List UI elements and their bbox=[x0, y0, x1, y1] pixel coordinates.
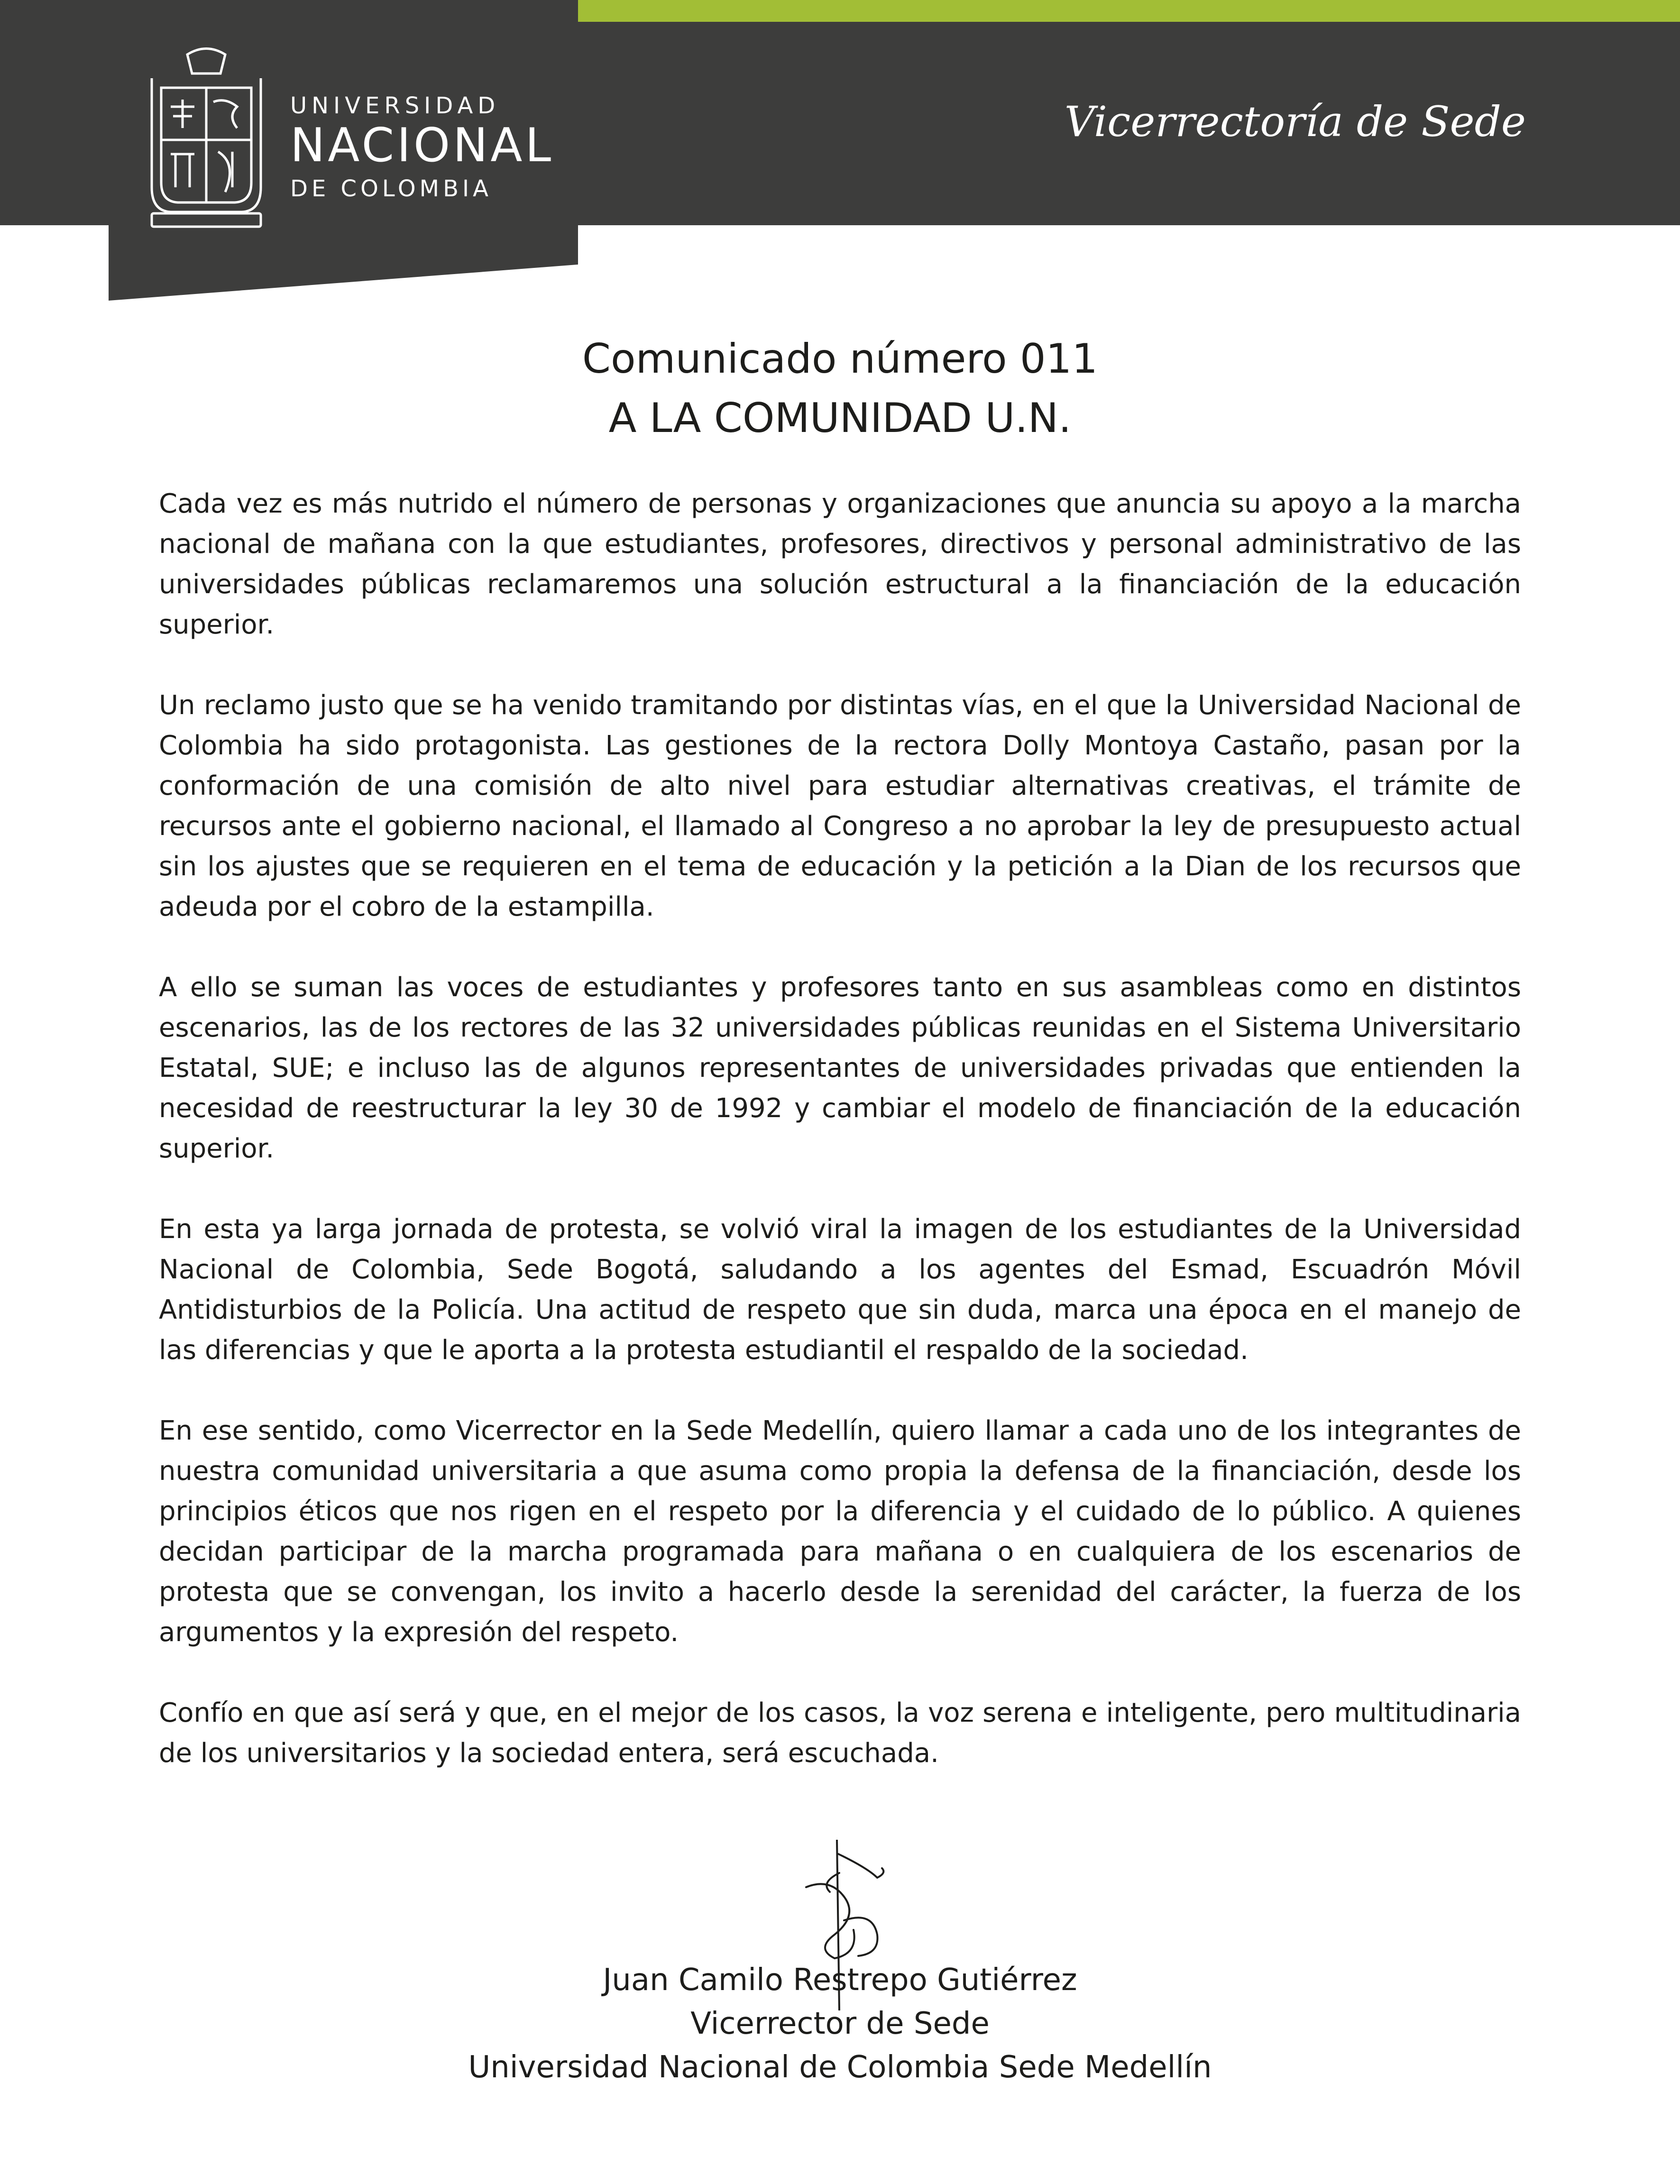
signatory-name: Juan Camilo Restrepo Gutiérrez bbox=[603, 1963, 1077, 1998]
paragraph: Cada vez es más nutrido el número de personas y organizaciones que anuncia su apoyo a la marcha nacional de mañana con la que estudiantes, profesores, directivos y personal administrativo de las universidades públicas reclamaremos una solución estructural a la financiación de la educación superior. bbox=[159, 488, 1521, 640]
logo-text-universidad: UNIVERSIDAD bbox=[290, 92, 500, 119]
office-name: Vicerrectoría de Sede bbox=[1064, 97, 1526, 146]
signature-block bbox=[0, 1958, 1680, 2089]
paragraph: A ello se suman las voces de estudiantes y profesores tanto en sus asambleas como en distintos escenarios, las de los rectores de las 32 universidades públicas reunidas en el Sistema Universitario Estatal, SUE; e incluso las de algunos representantes de universidades privadas que entienden la necesidad de reestructurar la ley 30 de 1992 y cambiar el modelo de financiación de la educación superior. bbox=[159, 972, 1521, 1164]
title-line-1: Comunicado número 011 bbox=[582, 335, 1098, 383]
signatory-role: Vicerrector de Sede bbox=[690, 2006, 990, 2041]
paragraph: Un reclamo justo que se ha venido tramitando por distintas vías, en el que la Universidad Nacional de Colombia ha sido protagonista. Las gestiones de la rectora Dolly Montoya Castaño, pasan por la conformación de una comisión de alto nivel para estudiar alternativas creativas, el trámite de recursos ante el gobierno nacional, el llamado al Congreso a no aprobar la ley de presupuesto actual sin los ajustes que se requieren en el tema de educación y la petición a la Dian de los recursos que adeuda por el cobro de la estampilla. bbox=[159, 690, 1521, 922]
accent-stripe bbox=[576, 0, 1680, 22]
document-title bbox=[0, 330, 1680, 448]
logo-text-de-colombia: DE COLOMBIA bbox=[290, 175, 492, 202]
paragraph: En ese sentido, como Vicerrector en la Sede Medellín, quiero llamar a cada uno de los integrantes de nuestra comunidad universitaria a que asuma como propia la defensa de la financiación, desde los principios éticos que nos rigen en el respeto por la diferencia y el cuidado de lo público. A quienes decidan participar de la marcha programada para mañana o en cualquiera de los escenarios de protesta que se convengan, los invito a hacerlo desde la serenidad del carácter, la fuerza de los argumentos y la expresión del respeto. bbox=[159, 1415, 1521, 1648]
logo-text-nacional: NACIONAL bbox=[290, 119, 554, 173]
paragraph: Confío en que así será y que, en el mejor de los casos, la voz serena e inteligente, pero multitudinaria de los universitarios y la sociedad entera, será escuchada. bbox=[159, 1698, 1521, 1769]
paragraph: En esta ya larga jornada de protesta, se volvió viral la imagen de los estudiantes de la Universidad Nacional de Colombia, Sede Bogotá, saludando a los agentes del Esmad, Escuadrón Móvil Antidisturbios de la Policía. Una actitud de respeto que sin duda, marca una época en el manejo de las diferencias y que le aporta a la protesta estudiantil el respaldo de la sociedad. bbox=[159, 1214, 1521, 1366]
university-seal-icon bbox=[142, 45, 270, 230]
document-body bbox=[159, 484, 1521, 1814]
title-line-2: A LA COMUNIDAD U.N. bbox=[608, 395, 1072, 442]
signatory-institution: Universidad Nacional de Colombia Sede Medellín bbox=[468, 2050, 1212, 2085]
